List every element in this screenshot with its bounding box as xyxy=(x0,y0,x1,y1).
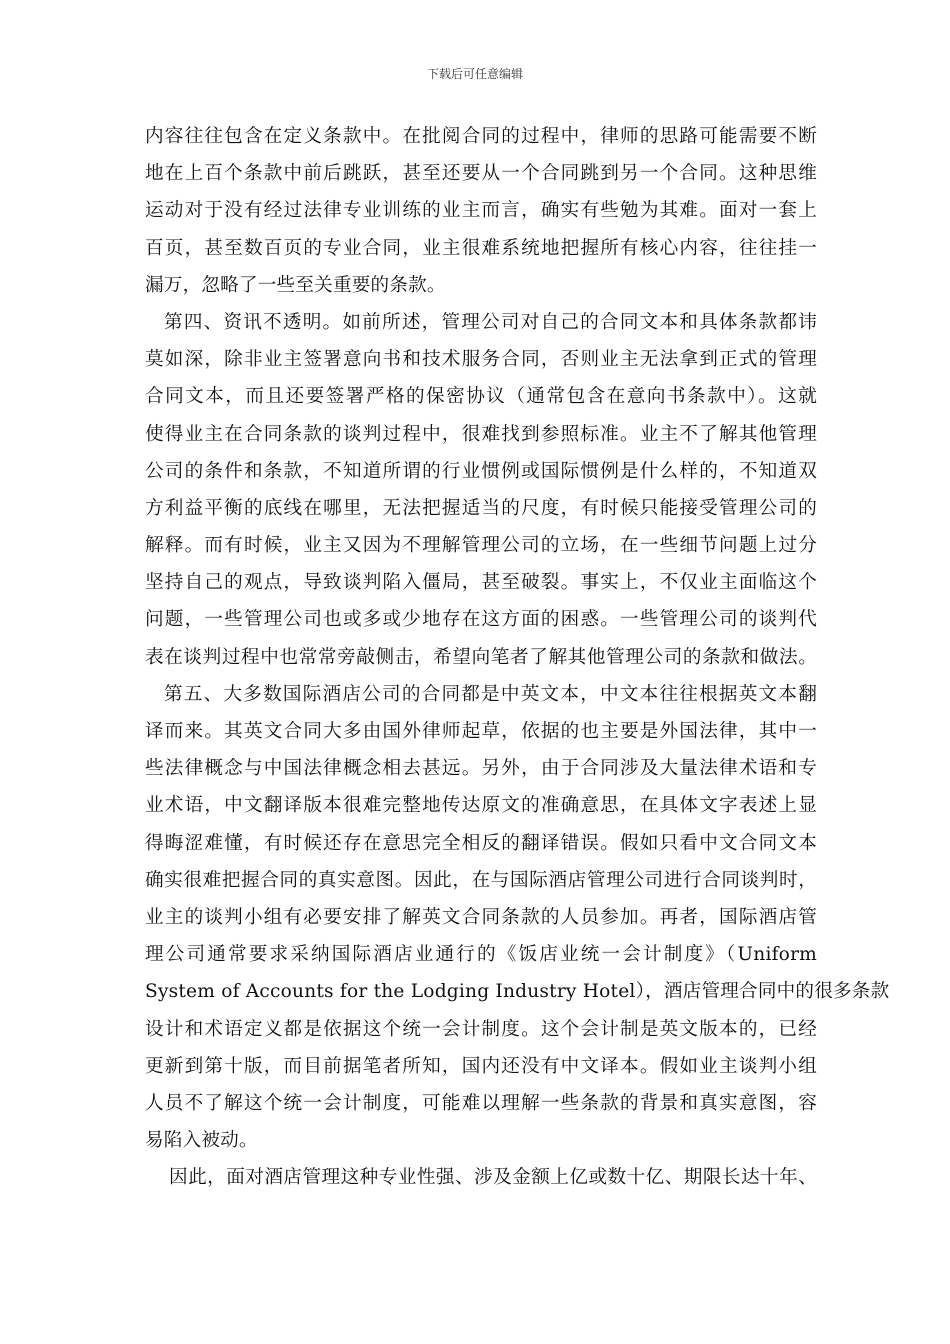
document-body xyxy=(145,118,890,1196)
text-line: 使得业主在合同条款的谈判过程中，很难找到参照标准。业主不了解其他管理 xyxy=(145,423,817,445)
text-line: 问题，一些管理公司也或多或少地存在这方面的困惑。一些管理公司的谈判代 xyxy=(145,609,817,631)
text-line: System of Accounts for the Lodging Industry Hotel），酒店管理合同中的很多条款 xyxy=(145,981,890,1003)
text-line: 人员不了解这个统一会计制度，可能难以理解一些条款的背景和真实意图，容 xyxy=(145,1092,817,1114)
text-line: 公司的条件和条款，不知道所谓的行业惯例或国际惯例是什么样的，不知道双 xyxy=(145,460,817,482)
text-line: 莫如深，除非业主签署意向书和技术服务合同，否则业主无法拿到正式的管理 xyxy=(145,349,817,371)
text-line: 百页，甚至数百页的专业合同，业主很难系统地把握所有核心内容，往往挂一 xyxy=(145,237,817,259)
text-line: 漏万，忽略了一些至关重要的条款。 xyxy=(145,274,446,296)
text-line: 译而来。其英文合同大多由国外律师起草，依据的也主要是外国法律，其中一 xyxy=(145,721,817,742)
text-line: 合同文本，而且还要签署严格的保密协议（通常包含在意向书条款中）。这就 xyxy=(145,386,817,408)
paragraph-first-line: 第五、大多数国际酒店公司的合同都是中英文本，中文本往往根据英文本翻 xyxy=(164,683,817,705)
text-line: 运动对于没有经过法律专业训练的业主而言，确实有些勉为其难。面对一套上 xyxy=(145,200,817,222)
paragraph-first-line: 第四、资讯不透明。如前所述，管理公司对自己的合同文本和具体条款都讳 xyxy=(164,311,817,333)
page-header: 下载后可任意编辑 xyxy=(426,67,523,81)
text-line: 更新到第十版，而目前据笔者所知，国内还没有中文译本。假如业主谈判小组 xyxy=(145,1055,817,1077)
text-line: 业主的谈判小组有必要安排了解英文合同条款的人员参加。再者，国际酒店管 xyxy=(145,906,817,928)
paragraph-first-line: 因此，面对酒店管理这种专业性强、涉及金额上亿或数十亿、期限长达十年、 xyxy=(169,1167,817,1189)
text-line: 理公司通常要求采纳国际酒店业通行的《饭店业统一会计制度》（Uniform xyxy=(145,944,817,966)
text-line: 地在上百个条款中前后跳跃，甚至还要从一个合同跳到另一个合同。这种思维 xyxy=(145,163,817,185)
text-line: 设计和术语定义都是依据这个统一会计制度。这个会计制是英文版本的，已经 xyxy=(145,1018,817,1040)
text-line: 些法律概念与中国法律概念相去甚远。另外，由于合同涉及大量法律术语和专 xyxy=(145,758,817,780)
text-line: 坚持自己的观点，导致谈判陷入僵局，甚至破裂。事实上，不仅业主面临这个 xyxy=(145,572,817,594)
text-line: 业术语，中文翻译版本很难完整地传达原文的准确意思，在具体文字表述上显 xyxy=(145,795,817,817)
text-line: 得晦涩难懂，有时候还存在意思完全相反的翻译错误。假如只看中文合同文本 xyxy=(145,832,817,854)
text-line: 内容往往包含在定义条款中。在批阅合同的过程中，律师的思路可能需要不断 xyxy=(145,126,817,147)
text-line: 确实很难把握合同的真实意图。因此，在与国际酒店管理公司进行合同谈判时， xyxy=(145,869,817,891)
text-line: 易陷入被动。 xyxy=(145,1130,258,1152)
text-line: 解释。而有时候，业主又因为不理解管理公司的立场，在一些细节问题上过分 xyxy=(145,535,817,557)
text-line: 方利益平衡的底线在哪里，无法把握适当的尺度，有时候只能接受管理公司的 xyxy=(145,497,817,519)
text-line: 表在谈判过程中也常常旁敲侧击，希望向笔者了解其他管理公司的条款和做法。 xyxy=(145,646,817,668)
